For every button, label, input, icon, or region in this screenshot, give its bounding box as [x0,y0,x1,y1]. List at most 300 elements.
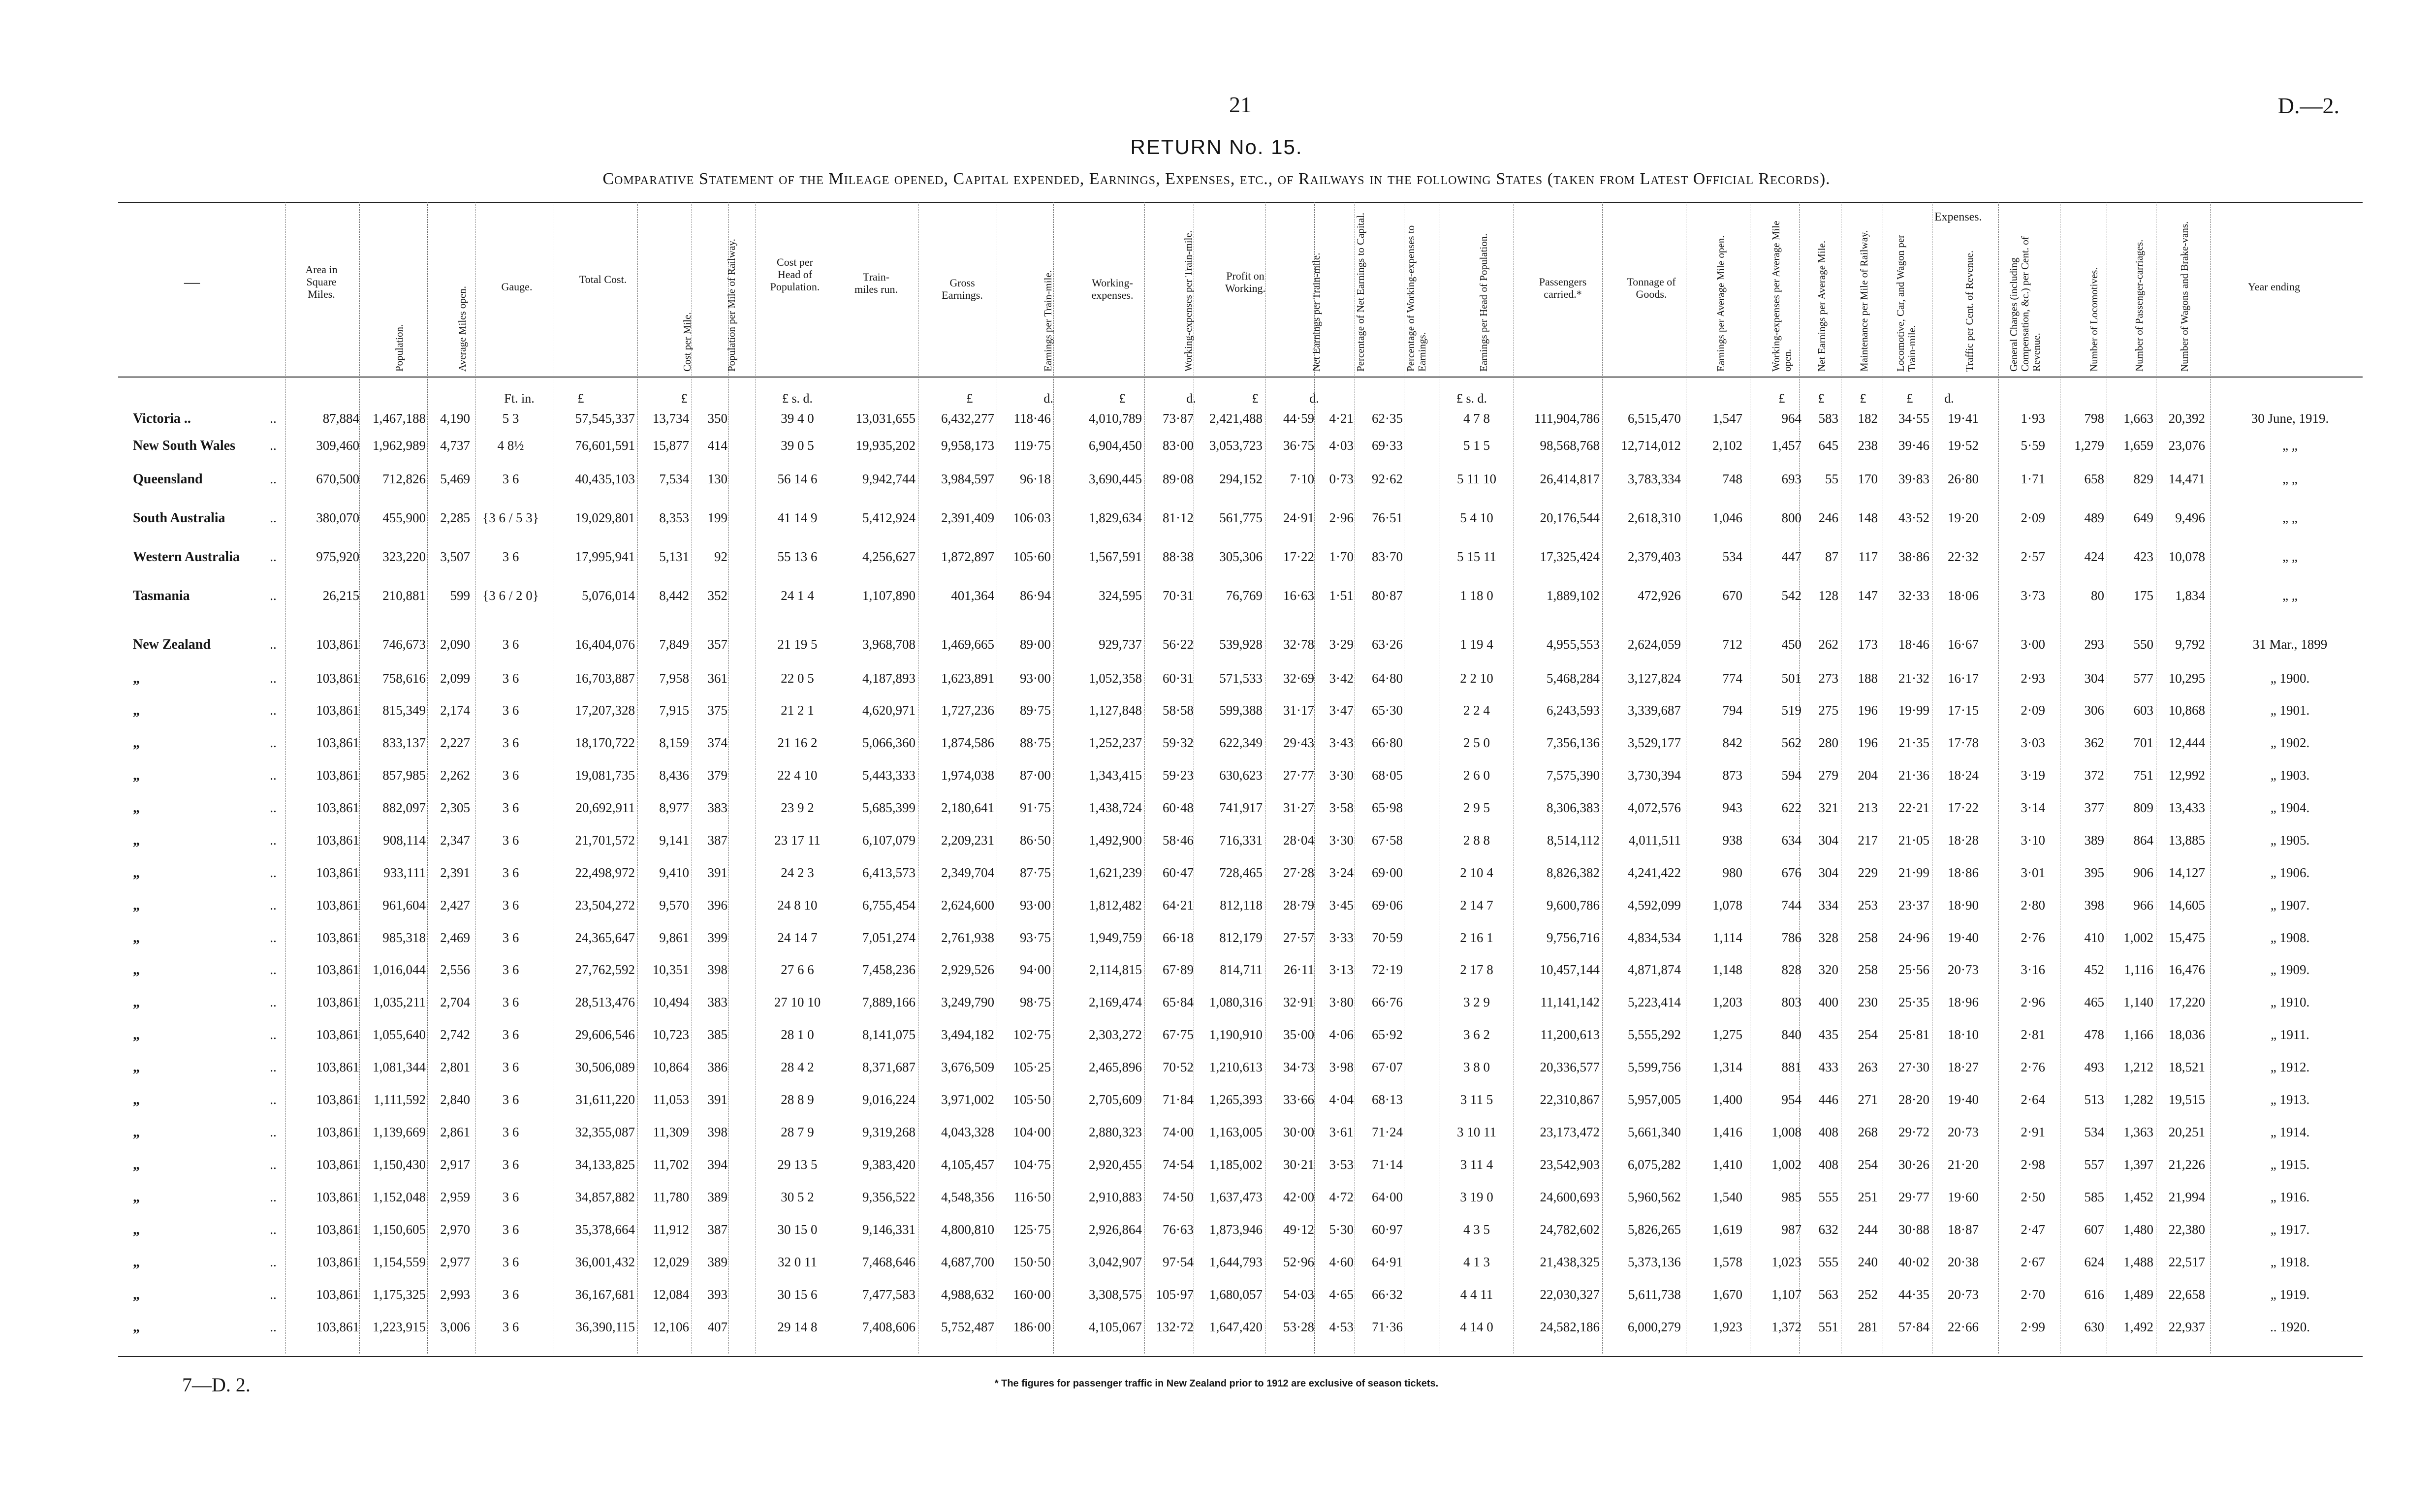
cell-nw: 23,076 [2168,438,2205,453]
cell-pnc: 3·80 [1329,995,1354,1009]
cell-cpm: 5,131 [659,549,689,564]
cell-gen: 1·93 [2021,411,2045,426]
cell-ton: 3,529,177 [1628,735,1681,750]
cell-wam: 786 [1781,930,1801,945]
cell-pwe: 68·13 [1372,1092,1403,1107]
cell-nl: 395 [2084,865,2104,880]
cell-year: „ 1910. [2270,995,2310,1009]
cell-mpm: 230 [1858,995,1878,1009]
cell-gross: 2,929,526 [941,962,994,977]
cell-np: 1,488 [2123,1255,2153,1269]
cell-ppm: 391 [707,1092,727,1107]
cell-eam: 1,400 [1712,1092,1742,1107]
cell-nw: 20,251 [2168,1125,2205,1139]
unit-earnings-train-mile: d. [1043,391,1053,406]
cell-pop: 908,114 [383,833,426,848]
cell-cph: 29 14 8 [777,1320,818,1334]
cell-wtm: 67·75 [1163,1027,1194,1042]
cell-cph: 30 15 0 [777,1222,818,1237]
cell-pnc: 3·43 [1329,735,1354,750]
cell-pnc: 4·65 [1329,1287,1354,1302]
cell-np: 1,212 [2123,1060,2153,1074]
cell-gauge: 3 6 [502,1092,519,1107]
cell-nl: 389 [2084,833,2104,848]
cell-wtm: 105·97 [1156,1287,1194,1302]
cell-pnc: 3·13 [1329,962,1354,977]
cell-eph: 2 16 1 [1460,930,1493,945]
cell-wam: 985 [1781,1190,1801,1204]
cell-miles: 2,174 [440,703,470,718]
cell-cph: 41 14 9 [777,510,818,525]
cell-ntm: 28·04 [1283,833,1314,848]
cell-pop: 1,081,344 [373,1060,426,1074]
cell-eph: 1 18 0 [1460,588,1493,603]
cell-etm: 93·00 [1020,671,1051,686]
cell-wexp: 6,904,450 [1089,438,1142,453]
cell-mpm: 240 [1858,1255,1878,1269]
cell-eph: 2 10 4 [1460,865,1493,880]
cell-cost: 16,404,076 [575,637,635,652]
cell-gen: 2·91 [2021,1125,2045,1139]
cell-area: 103,861 [316,930,359,945]
cell-gross: 1,469,665 [941,637,994,652]
cell-miles: 4,190 [440,411,470,426]
cell-etm: 96·18 [1020,472,1051,486]
cell-year: .. 1920. [2270,1320,2310,1334]
cell-nl: 534 [2084,1125,2104,1139]
header-general-charges: General Charges (including Compensation, &c.) per Cent. of Revenue. [2008,236,2042,372]
cell-pop: 1,152,048 [373,1190,426,1204]
cell-loco: 29·72 [1898,1125,1929,1139]
cell-year: „ „ [2282,510,2298,525]
cell-pwe: 92·62 [1372,472,1403,486]
cell-loco: 18·46 [1898,637,1929,652]
cell-np: 1,480 [2123,1222,2153,1237]
cell-year: „ 1912. [2270,1060,2310,1074]
cell-eph: 3 11 5 [1460,1092,1493,1107]
cell-loco: 44·35 [1898,1287,1929,1302]
cell-traf: 26·80 [1948,472,1979,486]
cell-nw: 10,868 [2168,703,2205,718]
table-row [0,1125,2433,1144]
cell-pwe: 64·80 [1372,671,1403,686]
table-row [0,1190,2433,1209]
cell-ppm: 385 [707,1027,727,1042]
cell-profit: 1,080,316 [1209,995,1263,1009]
cell-tm: 13,031,655 [855,411,916,426]
cell-traf: 18·86 [1948,865,1979,880]
cell-gross: 2,180,641 [941,800,994,815]
cell-nl: 398 [2084,898,2104,913]
cell-pwe: 67·58 [1372,833,1403,848]
cell-ppm: 374 [707,735,727,750]
cell-wam: 1,107 [1771,1287,1801,1302]
cell-cpm: 10,494 [652,995,689,1009]
cell-eph: 4 4 11 [1460,1287,1493,1302]
cell-ntm: 27·77 [1283,768,1314,783]
cell-wam: 803 [1781,995,1801,1009]
table-row [0,1320,2433,1339]
cell-cost: 32,355,087 [575,1125,635,1139]
cell-cph: 30 5 2 [781,1190,814,1204]
cell-dots: .. [270,411,277,426]
cell-ton: 5,223,414 [1628,995,1681,1009]
cell-wam: 881 [1781,1060,1801,1074]
cell-gauge: 3 6 [502,962,519,977]
cell-pnc: 3·53 [1329,1157,1354,1172]
cell-wam: 964 [1781,411,1801,426]
cell-profit: 1,265,393 [1209,1092,1263,1107]
cell-wexp: 2,705,609 [1089,1092,1142,1107]
cell-eam: 1,275 [1712,1027,1742,1042]
cell-nam: 555 [1818,1255,1838,1269]
table-row [0,588,2433,608]
cell-tm: 6,755,454 [862,898,916,913]
cell-traf: 20·73 [1948,1287,1979,1302]
cell-state: „ [133,962,140,977]
cell-pop: 1,467,188 [373,411,426,426]
cell-ntm: 35·00 [1283,1027,1314,1042]
cell-pop: 1,055,640 [373,1027,426,1042]
cell-tm: 9,383,420 [862,1157,916,1172]
cell-pwe: 80·87 [1372,588,1403,603]
cell-pop: 1,962,989 [373,438,426,453]
cell-pop: 961,604 [382,898,426,913]
cell-wam: 828 [1781,962,1801,977]
cell-cph: 21 2 1 [781,703,814,718]
cell-state: „ [133,671,140,686]
cell-cost: 57,545,337 [575,411,635,426]
cell-eph: 5 1 5 [1463,438,1490,453]
cell-miles: 2,305 [440,800,470,815]
cell-tm: 4,620,971 [862,703,916,718]
cell-ppm: 396 [707,898,727,913]
cell-wexp: 4,105,067 [1089,1320,1142,1334]
cell-pop: 815,349 [382,703,426,718]
cell-gen: 5·59 [2021,438,2045,453]
header-avg-miles: Average Miles open. [456,286,468,372]
cell-cph: 39 4 0 [781,411,814,426]
cell-gen: 3·16 [2021,962,2045,977]
cell-profit: 812,179 [1219,930,1263,945]
cell-ton: 5,957,005 [1628,1092,1681,1107]
cell-profit: 814,711 [1220,962,1263,977]
page-number: 21 [1229,92,1252,117]
cell-gen: 3·10 [2021,833,2045,848]
cell-cpm: 8,353 [659,510,689,525]
cell-eam: 794 [1722,703,1742,718]
cell-np: 1,282 [2123,1092,2153,1107]
cell-cost: 29,606,546 [575,1027,635,1042]
cell-tm: 1,107,890 [862,588,916,603]
cell-mpm: 251 [1858,1190,1878,1204]
header-year-ending: Year ending [2248,281,2300,293]
cell-ntm: 32·78 [1283,637,1314,652]
cell-profit: 812,118 [1220,898,1263,913]
cell-traf: 19·40 [1948,1092,1979,1107]
cell-pass: 5,468,284 [1547,671,1600,686]
cell-traf: 18·87 [1948,1222,1979,1237]
cell-miles: 2,556 [440,962,470,977]
cell-year: „ „ [2282,549,2298,564]
cell-state: Victoria .. [133,411,191,426]
cell-np: 751 [2133,768,2153,783]
cell-loco: 25·81 [1898,1027,1929,1042]
cell-cpm: 9,570 [659,898,689,913]
cell-nam: 304 [1818,865,1838,880]
cell-ppm: 399 [707,930,727,945]
cell-gross: 2,349,704 [941,865,994,880]
cell-miles: 2,262 [440,768,470,783]
cell-loco: 40·02 [1898,1255,1929,1269]
cell-tm: 19,935,202 [855,438,916,453]
cell-cph: 22 4 10 [777,768,818,783]
cell-tm: 5,443,333 [862,768,916,783]
cell-dots: .. [270,735,277,750]
cell-ton: 5,611,738 [1628,1287,1681,1302]
cell-area: 103,861 [316,1092,359,1107]
cell-area: 309,460 [316,438,359,453]
cell-traf: 20·73 [1948,962,1979,977]
cell-wexp: 4,010,789 [1089,411,1142,426]
cell-etm: 89·00 [1020,637,1051,652]
cell-dots: .. [270,1027,277,1042]
cell-eph: 5 11 10 [1457,472,1496,486]
cell-traf: 18·28 [1948,833,1979,848]
cell-mpm: 217 [1858,833,1878,848]
cell-ntm: 49·12 [1283,1222,1314,1237]
cell-cph: 24 1 4 [781,588,814,603]
cell-wexp: 1,492,900 [1089,833,1142,848]
cell-ppm: 383 [707,800,727,815]
cell-cost: 31,611,220 [575,1092,635,1107]
cell-tm: 9,146,331 [862,1222,916,1237]
unit-total-cost: £ [577,391,584,406]
table-row [0,510,2433,530]
cell-gen: 3·00 [2021,637,2045,652]
cell-etm: 104·00 [1013,1125,1051,1139]
cell-nw: 13,885 [2168,833,2205,848]
unit-profit: £ [1252,391,1259,406]
cell-eph: 2 6 0 [1463,768,1490,783]
table-row [0,1060,2433,1079]
cell-pass: 20,336,577 [1540,1060,1600,1074]
cell-year: „ 1917. [2270,1222,2310,1237]
cell-traf: 17·78 [1948,735,1979,750]
cell-pop: 323,220 [382,549,426,564]
cell-cpm: 15,877 [652,438,689,453]
cell-pwe: 83·70 [1372,549,1403,564]
cell-miles: 2,742 [440,1027,470,1042]
cell-np: 1,492 [2123,1320,2153,1334]
cell-tm: 9,016,224 [862,1092,916,1107]
cell-eam: 1,410 [1712,1157,1742,1172]
cell-np: 1,663 [2123,411,2153,426]
cell-wexp: 2,926,864 [1089,1222,1142,1237]
cell-dots: .. [270,1287,277,1302]
cell-nl: 489 [2084,510,2104,525]
cell-miles: 2,469 [440,930,470,945]
cell-ppm: 357 [707,637,727,652]
cell-eam: 842 [1722,735,1742,750]
cell-ton: 2,624,059 [1628,637,1681,652]
cell-miles: 2,704 [440,995,470,1009]
cell-etm: 118·46 [1013,411,1051,426]
cell-ppm: 394 [707,1157,727,1172]
cell-area: 975,920 [316,549,359,564]
cell-nl: 616 [2084,1287,2104,1302]
cell-gauge: {3 6 / 2 0} [482,588,539,603]
cell-cpm: 11,912 [653,1222,689,1237]
cell-year: „ 1900. [2270,671,2310,686]
cell-gauge: 3 6 [502,703,519,718]
cell-wexp: 2,114,815 [1089,962,1142,977]
cell-cph: 21 16 2 [777,735,818,750]
cell-pwe: 62·35 [1372,411,1403,426]
cell-wam: 1,008 [1771,1125,1801,1139]
cell-pass: 7,575,390 [1547,768,1600,783]
cell-wtm: 56·22 [1163,637,1194,652]
cell-wexp: 2,169,474 [1089,995,1142,1009]
cell-nam: 87 [1825,549,1838,564]
cell-mpm: 271 [1858,1092,1878,1107]
cell-nam: 632 [1818,1222,1838,1237]
cell-area: 103,861 [316,1190,359,1204]
cell-state: „ [133,703,140,718]
cell-nam: 563 [1818,1287,1838,1302]
cell-nl: 377 [2084,800,2104,815]
cell-gross: 1,974,038 [941,768,994,783]
cell-np: 550 [2133,637,2153,652]
cell-eph: 2 2 4 [1463,703,1490,718]
cell-mpm: 253 [1858,898,1878,913]
cell-pwe: 71·36 [1372,1320,1403,1334]
cell-ton: 6,000,279 [1628,1320,1681,1334]
cell-nl: 478 [2084,1027,2104,1042]
cell-wexp: 2,303,272 [1089,1027,1142,1042]
cell-profit: 571,533 [1219,671,1263,686]
header-top-rule [118,202,2363,203]
cell-state: „ [133,1092,140,1107]
cell-area: 103,861 [316,637,359,652]
cell-pwe: 71·14 [1372,1157,1403,1172]
cell-etm: 160·00 [1013,1287,1051,1302]
header-num-passenger-carriages: Number of Passenger-carriages. [2133,239,2145,372]
cell-gross: 4,988,632 [941,1287,994,1302]
cell-eam: 1,203 [1712,995,1742,1009]
cell-nam: 400 [1818,995,1838,1009]
cell-eph: 5 4 10 [1460,510,1493,525]
header-pct-net: Percentage of Net Earnings to Capital. [1355,212,1366,372]
cell-nam: 446 [1818,1092,1838,1107]
cell-profit: 294,152 [1219,472,1263,486]
cell-mpm: 254 [1858,1027,1878,1042]
cell-pass: 23,173,472 [1540,1125,1600,1139]
cell-miles: 2,285 [440,510,470,525]
cell-ton: 2,618,310 [1628,510,1681,525]
cell-ton: 5,960,562 [1628,1190,1681,1204]
cell-nam: 128 [1818,588,1838,603]
cell-eam: 943 [1722,800,1742,815]
cell-gauge: 3 6 [502,1125,519,1139]
cell-nam: 583 [1818,411,1838,426]
cell-mpm: 148 [1858,510,1878,525]
cell-pass: 24,600,693 [1540,1190,1600,1204]
cell-mpm: 196 [1858,703,1878,718]
cell-wtm: 88·38 [1163,549,1194,564]
cell-loco: 25·56 [1898,962,1929,977]
cell-nl: 465 [2084,995,2104,1009]
cell-traf: 19·60 [1948,1190,1979,1204]
cell-area: 103,861 [316,833,359,848]
cell-pnc: 3·61 [1329,1125,1354,1139]
cell-cost: 20,692,911 [575,800,635,815]
cell-miles: 2,427 [440,898,470,913]
cell-nam: 55 [1825,472,1838,486]
cell-gross: 4,548,356 [941,1190,994,1204]
cell-wam: 1,023 [1771,1255,1801,1269]
cell-dots: .. [270,1092,277,1107]
cell-ton: 5,555,292 [1628,1027,1681,1042]
table-row [0,1157,2433,1177]
cell-nl: 630 [2084,1320,2104,1334]
cell-cpm: 12,029 [652,1255,689,1269]
cell-pnc: 3·29 [1329,637,1354,652]
cell-wam: 450 [1781,637,1801,652]
cell-ntm: 52·96 [1283,1255,1314,1269]
cell-traf: 18·27 [1948,1060,1979,1074]
cell-cpm: 10,864 [652,1060,689,1074]
cell-traf: 20·38 [1948,1255,1979,1269]
cell-gross: 4,800,810 [941,1222,994,1237]
cell-cph: 23 9 2 [781,800,814,815]
cell-ntm: 17·22 [1283,549,1314,564]
cell-dots: .. [270,995,277,1009]
cell-traf: 18·06 [1948,588,1979,603]
cell-gross: 3,676,509 [941,1060,994,1074]
header-pct-working: Percentage of Working-expenses to Earnings. [1405,225,1428,372]
cell-pnc: 4·53 [1329,1320,1354,1334]
cell-mpm: 254 [1858,1157,1878,1172]
cell-pass: 17,325,424 [1540,549,1600,564]
cell-cost: 36,001,432 [575,1255,635,1269]
cell-mpm: 204 [1858,768,1878,783]
unit-net-train-mile: d. [1309,391,1319,406]
cell-cpm: 11,780 [653,1190,689,1204]
cell-wam: 676 [1781,865,1801,880]
cell-loco: 19·99 [1898,703,1929,718]
cell-wtm: 81·12 [1163,510,1194,525]
cell-eph: 2 8 8 [1463,833,1490,848]
cell-miles: 2,977 [440,1255,470,1269]
cell-gross: 3,984,597 [941,472,994,486]
cell-gross: 1,872,897 [941,549,994,564]
cell-pop: 1,150,430 [373,1157,426,1172]
cell-nw: 9,792 [2175,637,2205,652]
cell-year: „ 1918. [2270,1255,2310,1269]
cell-gross: 3,249,790 [941,995,994,1009]
cell-nam: 246 [1818,510,1838,525]
cell-wtm: 70·52 [1163,1060,1194,1074]
cell-pnc: 3·30 [1329,833,1354,848]
cell-etm: 116·50 [1013,1190,1051,1204]
cell-ppm: 414 [707,438,727,453]
cell-eam: 534 [1722,549,1742,564]
cell-miles: 2,391 [440,865,470,880]
cell-tm: 5,066,360 [862,735,916,750]
cell-wexp: 1,052,358 [1089,671,1142,686]
cell-mpm: 117 [1858,549,1878,564]
